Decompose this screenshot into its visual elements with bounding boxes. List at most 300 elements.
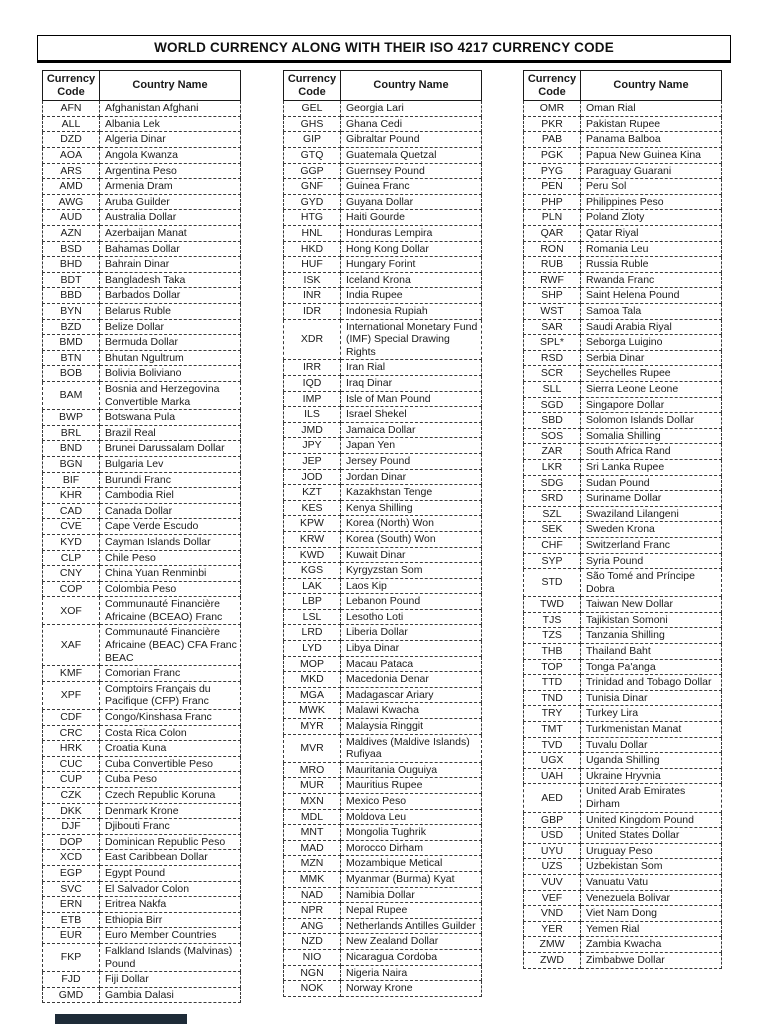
table-row (43, 741, 241, 757)
currency-code-cell: NZD (284, 934, 341, 950)
table-row (43, 179, 241, 195)
currency-code-cell: ZMW (524, 937, 581, 953)
currency-code-cell: XOF (43, 597, 100, 625)
currency-code-cell: RSD (524, 350, 581, 366)
table-row (284, 453, 482, 469)
country-name-cell: Madagascar Ariary (341, 687, 482, 703)
country-name-cell: Norway Krone (341, 981, 482, 997)
table-row (43, 210, 241, 226)
table-row (43, 666, 241, 682)
table-row (284, 288, 482, 304)
country-name-cell: Sudan Pound (581, 475, 722, 491)
currency-code-cell: SAR (524, 319, 581, 335)
table-row (284, 422, 482, 438)
country-name-cell: United States Dollar (581, 828, 722, 844)
currency-code-cell: RUB (524, 257, 581, 273)
currency-code-cell: BOB (43, 366, 100, 382)
currency-code-cell: INR (284, 288, 341, 304)
currency-code-cell: DJF (43, 819, 100, 835)
table-row (524, 921, 722, 937)
table-row (284, 319, 482, 360)
table-row (284, 934, 482, 950)
country-name-cell: New Zealand Dollar (341, 934, 482, 950)
table-row (524, 428, 722, 444)
table-row (284, 500, 482, 516)
currency-code-cell: HRK (43, 741, 100, 757)
table-row (524, 257, 722, 273)
country-name-cell: Korea (North) Won (341, 516, 482, 532)
currency-code-cell: IDR (284, 304, 341, 320)
country-name-cell: Canada Dollar (100, 503, 241, 519)
table-row (43, 257, 241, 273)
currency-code-cell: PKR (524, 116, 581, 132)
currency-code-cell: COP (43, 581, 100, 597)
table-row (43, 148, 241, 164)
currency-code-cell: AZN (43, 226, 100, 242)
country-name-cell: Comorian Franc (100, 666, 241, 682)
country-name-cell: Uruguay Peso (581, 843, 722, 859)
table-row (43, 350, 241, 366)
country-name-cell: Isle of Man Pound (341, 391, 482, 407)
table-row (524, 475, 722, 491)
country-name-cell: East Caribbean Dollar (100, 850, 241, 866)
currency-code-cell: HUF (284, 257, 341, 273)
country-name-cell: Thailand Baht (581, 644, 722, 660)
currency-code-cell: MMK (284, 871, 341, 887)
country-name-cell: Bermuda Dollar (100, 335, 241, 351)
currency-code-cell: TOP (524, 659, 581, 675)
currency-code-cell: BAM (43, 381, 100, 409)
country-name-cell: Haiti Gourde (341, 210, 482, 226)
table-row (284, 965, 482, 981)
currency-table-1 (42, 70, 241, 1003)
currency-code-cell: VUV (524, 874, 581, 890)
country-name-cell: United Arab Emirates Dirham (581, 784, 722, 812)
table-row (284, 101, 482, 117)
country-name-cell: Lebanon Pound (341, 594, 482, 610)
country-name-cell: Cambodia Riel (100, 488, 241, 504)
country-name-cell: Philippines Peso (581, 194, 722, 210)
currency-code-cell: PYG (524, 163, 581, 179)
table-row (43, 272, 241, 288)
table-row (284, 226, 482, 242)
currency-code-cell: BGN (43, 456, 100, 472)
currency-code-cell: GEL (284, 101, 341, 117)
country-name-cell: Saint Helena Pound (581, 288, 722, 304)
table-row (524, 304, 722, 320)
country-name-cell: Jamaica Dollar (341, 422, 482, 438)
country-name-cell: Gambia Dalasi (100, 987, 241, 1003)
currency-code-cell: GMD (43, 987, 100, 1003)
table-row (284, 179, 482, 195)
currency-code-cell: AFN (43, 101, 100, 117)
table-row (524, 628, 722, 644)
country-name-cell: Bhutan Ngultrum (100, 350, 241, 366)
country-name-cell: Sri Lanka Rupee (581, 459, 722, 475)
country-name-cell: Venezuela Bolivar (581, 890, 722, 906)
country-name-cell: Congo/Kinshasa Franc (100, 710, 241, 726)
currency-code-cell: ISK (284, 272, 341, 288)
country-name-cell: Mexico Peso (341, 794, 482, 810)
country-name-cell: Albania Lek (100, 116, 241, 132)
table-row (284, 918, 482, 934)
table-row (524, 659, 722, 675)
currency-table-2 (283, 70, 482, 997)
country-name-cell: Dominican Republic Peso (100, 834, 241, 850)
currency-code-cell: ANG (284, 918, 341, 934)
currency-code-cell: RWF (524, 272, 581, 288)
table-row (524, 812, 722, 828)
country-name-cell: Colombia Peso (100, 581, 241, 597)
currency-code-cell: GNF (284, 179, 341, 195)
country-name-cell: China Yuan Renminbi (100, 566, 241, 582)
currency-code-cell: PGK (524, 148, 581, 164)
table-row (43, 756, 241, 772)
currency-code-cell: CAD (43, 503, 100, 519)
country-name-cell: Tajikistan Somoni (581, 612, 722, 628)
currency-code-header: Currency Code (43, 71, 100, 101)
title-box (37, 35, 731, 63)
currency-code-cell: LKR (524, 459, 581, 475)
country-name-cell: Mongolia Tughrik (341, 825, 482, 841)
currency-code-cell: JEP (284, 453, 341, 469)
country-name-cell: International Monetary Fund (IMF) Special Drawing Rights (341, 319, 482, 360)
table-row (43, 803, 241, 819)
country-name-cell: Tanzania Shilling (581, 628, 722, 644)
currency-code-cell: IRR (284, 360, 341, 376)
currency-code-cell: UZS (524, 859, 581, 875)
currency-code-cell: CHF (524, 537, 581, 553)
table-row (43, 488, 241, 504)
country-name-cell: Morocco Dirham (341, 840, 482, 856)
currency-code-cell: LAK (284, 578, 341, 594)
currency-code-cell: SEK (524, 522, 581, 538)
table-row (43, 943, 241, 971)
currency-code-cell: AED (524, 784, 581, 812)
currency-code-cell: CZK (43, 788, 100, 804)
country-name-cell: Georgia Lari (341, 101, 482, 117)
currency-code-cell: BND (43, 441, 100, 457)
currency-code-cell: IMP (284, 391, 341, 407)
country-name-cell: Israel Shekel (341, 407, 482, 423)
table-row (43, 987, 241, 1003)
currency-code-cell: ZAR (524, 444, 581, 460)
currency-code-cell: DZD (43, 132, 100, 148)
table-row (524, 397, 722, 413)
table-row (284, 734, 482, 762)
country-name-cell: Guyana Dollar (341, 194, 482, 210)
country-name-cell: Ethiopia Birr (100, 912, 241, 928)
country-name-cell: Cape Verde Escudo (100, 519, 241, 535)
currency-code-cell: NAD (284, 887, 341, 903)
country-name-cell: Sweden Krona (581, 522, 722, 538)
country-name-cell: Australia Dollar (100, 210, 241, 226)
currency-code-cell: TZS (524, 628, 581, 644)
table-row (524, 859, 722, 875)
table-row (284, 981, 482, 997)
currency-code-cell: UGX (524, 753, 581, 769)
currency-code-cell: SHP (524, 288, 581, 304)
country-name-cell: Azerbaijan Manat (100, 226, 241, 242)
country-name-cell: Argentina Peso (100, 163, 241, 179)
table-row (43, 625, 241, 666)
currency-code-cell: GIP (284, 132, 341, 148)
country-name-cell: Comptoirs Français du Pacifique (CFP) Franc (100, 681, 241, 709)
table-row (284, 809, 482, 825)
country-name-cell: Turkmenistan Manat (581, 722, 722, 738)
table-row (284, 485, 482, 501)
currency-code-cell: BBD (43, 288, 100, 304)
country-name-cell: Brazil Real (100, 425, 241, 441)
country-name-cell: Libya Dinar (341, 641, 482, 657)
country-name-cell: Algeria Dinar (100, 132, 241, 148)
country-name-cell: Gibraltar Pound (341, 132, 482, 148)
currency-code-cell: KPW (284, 516, 341, 532)
currency-code-cell: NGN (284, 965, 341, 981)
table-header-row (43, 71, 241, 101)
currency-code-cell: USD (524, 828, 581, 844)
table-row (284, 516, 482, 532)
country-name-cell: Papua New Guinea Kina (581, 148, 722, 164)
currency-code-cell: QAR (524, 226, 581, 242)
country-name-cell: El Salvador Colon (100, 881, 241, 897)
currency-code-cell: SZL (524, 506, 581, 522)
currency-code-cell: SVC (43, 881, 100, 897)
currency-code-cell: FJD (43, 972, 100, 988)
country-name-cell: Solomon Islands Dollar (581, 413, 722, 429)
currency-code-cell: UAH (524, 768, 581, 784)
table-row (43, 772, 241, 788)
table-row (284, 257, 482, 273)
country-name-cell: Peru Sol (581, 179, 722, 195)
table-row (524, 522, 722, 538)
country-name-cell: Burundi Franc (100, 472, 241, 488)
table-row (284, 116, 482, 132)
table-row (43, 116, 241, 132)
country-name-cell: Botswana Pula (100, 410, 241, 426)
currency-code-cell: EUR (43, 928, 100, 944)
table-row (284, 148, 482, 164)
table-row (284, 391, 482, 407)
currency-code-cell: BZD (43, 319, 100, 335)
currency-code-cell: LSL (284, 609, 341, 625)
country-name-cell: Falkland Islands (Malvinas) Pound (100, 943, 241, 971)
table-row (284, 641, 482, 657)
table-row (284, 375, 482, 391)
currency-code-cell: ERN (43, 897, 100, 913)
table-row (524, 194, 722, 210)
table-row (284, 794, 482, 810)
table-row (524, 148, 722, 164)
currency-code-cell: SOS (524, 428, 581, 444)
table-row (284, 547, 482, 563)
country-name-cell: Nicaragua Cordoba (341, 949, 482, 965)
country-name-cell: Macedonia Denar (341, 672, 482, 688)
table-row (284, 687, 482, 703)
country-name-cell: Mauritius Rupee (341, 778, 482, 794)
currency-code-cell: MRO (284, 762, 341, 778)
country-name-cell: Angola Kwanza (100, 148, 241, 164)
table-row (524, 163, 722, 179)
country-name-cell: Syria Pound (581, 553, 722, 569)
country-name-cell: United Kingdom Pound (581, 812, 722, 828)
currency-code-cell: CDF (43, 710, 100, 726)
currency-code-cell: CNY (43, 566, 100, 582)
currency-code-cell: BMD (43, 335, 100, 351)
table-row (284, 778, 482, 794)
country-name-cell: Guernsey Pound (341, 163, 482, 179)
country-name-cell: Oman Rial (581, 101, 722, 117)
table-header-row (524, 71, 722, 101)
table-row (524, 828, 722, 844)
country-name-cell: Bangladesh Taka (100, 272, 241, 288)
country-name-cell: Kuwait Dinar (341, 547, 482, 563)
table-row (43, 550, 241, 566)
country-name-cell: Uganda Shilling (581, 753, 722, 769)
country-name-cell: Ukraine Hryvnia (581, 768, 722, 784)
table-row (524, 288, 722, 304)
country-name-cell: Netherlands Antilles Guilder (341, 918, 482, 934)
currency-code-cell: BDT (43, 272, 100, 288)
country-name-cell: Macau Pataca (341, 656, 482, 672)
currency-code-cell: CLP (43, 550, 100, 566)
table-row (524, 413, 722, 429)
currency-code-cell: PLN (524, 210, 581, 226)
table-row (524, 350, 722, 366)
table-row (284, 407, 482, 423)
table-row (43, 519, 241, 535)
currency-code-cell: SPL* (524, 335, 581, 351)
country-name-cell: Liberia Dollar (341, 625, 482, 641)
currency-code-cell: KGS (284, 563, 341, 579)
currency-code-cell: WST (524, 304, 581, 320)
currency-code-cell: SGD (524, 397, 581, 413)
table-row (43, 566, 241, 582)
currency-code-cell: DKK (43, 803, 100, 819)
currency-code-cell: IQD (284, 375, 341, 391)
country-name-cell: Djibouti Franc (100, 819, 241, 835)
country-name-cell: Jordan Dinar (341, 469, 482, 485)
table-row (284, 272, 482, 288)
country-name-cell: Serbia Dinar (581, 350, 722, 366)
country-name-cell: Nepal Rupee (341, 903, 482, 919)
table-row (524, 737, 722, 753)
country-name-cell: Viet Nam Dong (581, 906, 722, 922)
country-name-cell: Bahrain Dinar (100, 257, 241, 273)
table-row (524, 381, 722, 397)
country-name-cell: Bulgaria Lev (100, 456, 241, 472)
country-name-cell: Lesotho Loti (341, 609, 482, 625)
country-name-cell: Communauté Financière Africaine (BCEAO) Franc (100, 597, 241, 625)
currency-code-cell: OMR (524, 101, 581, 117)
table-row (284, 194, 482, 210)
country-name-cell: Armenia Dram (100, 179, 241, 195)
table-row (43, 288, 241, 304)
table-row (284, 163, 482, 179)
currency-code-cell: KRW (284, 531, 341, 547)
country-name-cell: Vanuatu Vatu (581, 874, 722, 890)
currency-code-cell: SDG (524, 475, 581, 491)
table-row (43, 928, 241, 944)
country-name-cell: Switzerland Franc (581, 537, 722, 553)
currency-code-cell: LBP (284, 594, 341, 610)
currency-code-cell: GTQ (284, 148, 341, 164)
currency-code-cell: CUC (43, 756, 100, 772)
table-row (524, 952, 722, 968)
table-row (43, 410, 241, 426)
currency-code-cell: KES (284, 500, 341, 516)
currency-code-cell: TWD (524, 597, 581, 613)
country-name-cell: Barbados Dollar (100, 288, 241, 304)
currency-code-cell: SLL (524, 381, 581, 397)
table-row (524, 690, 722, 706)
country-name-cell: Sierra Leone Leone (581, 381, 722, 397)
currency-code-cell: BRL (43, 425, 100, 441)
country-name-cell: Samoa Tala (581, 304, 722, 320)
currency-code-cell: MOP (284, 656, 341, 672)
currency-code-cell: BHD (43, 257, 100, 273)
table-row (524, 612, 722, 628)
country-name-cell: Afghanistan Afghani (100, 101, 241, 117)
table-row (524, 937, 722, 953)
currency-code-cell: TVD (524, 737, 581, 753)
table-row (43, 241, 241, 257)
currency-code-cell: PAB (524, 132, 581, 148)
table-row (43, 366, 241, 382)
country-name-cell: Tuvalu Dollar (581, 737, 722, 753)
table-row (43, 581, 241, 597)
country-name-cell: Honduras Lempira (341, 226, 482, 242)
country-name-cell: Egypt Pound (100, 865, 241, 881)
table-row (524, 553, 722, 569)
country-name-cell: Moldova Leu (341, 809, 482, 825)
currency-code-cell: YER (524, 921, 581, 937)
currency-code-cell: TMT (524, 722, 581, 738)
currency-code-cell: ILS (284, 407, 341, 423)
currency-code-cell: SCR (524, 366, 581, 382)
table-row (524, 366, 722, 382)
country-name-cell: Kyrgyzstan Som (341, 563, 482, 579)
country-name-cell: Eritrea Nakfa (100, 897, 241, 913)
currency-code-cell: MGA (284, 687, 341, 703)
table-row (43, 881, 241, 897)
country-name-cell: Hungary Forint (341, 257, 482, 273)
currency-code-cell: MVR (284, 734, 341, 762)
country-name-cell: Cayman Islands Dollar (100, 534, 241, 550)
country-name-cell: Rwanda Franc (581, 272, 722, 288)
table-row (284, 210, 482, 226)
table-row (284, 241, 482, 257)
country-name-cell: São Tomé and Príncipe Dobra (581, 569, 722, 597)
table-row (43, 681, 241, 709)
currency-code-cell: HKD (284, 241, 341, 257)
currency-code-cell: EGP (43, 865, 100, 881)
country-name-cell: Guinea Franc (341, 179, 482, 195)
table-row (524, 132, 722, 148)
table-row (284, 949, 482, 965)
country-name-cell: India Rupee (341, 288, 482, 304)
table-row (284, 438, 482, 454)
country-name-cell: Chile Peso (100, 550, 241, 566)
currency-code-cell: NOK (284, 981, 341, 997)
country-name-cell: Bolivia Boliviano (100, 366, 241, 382)
currency-code-cell: BYN (43, 304, 100, 320)
table-row (524, 906, 722, 922)
table-row (284, 469, 482, 485)
table-row (43, 194, 241, 210)
table-row (524, 179, 722, 195)
table-row (524, 335, 722, 351)
